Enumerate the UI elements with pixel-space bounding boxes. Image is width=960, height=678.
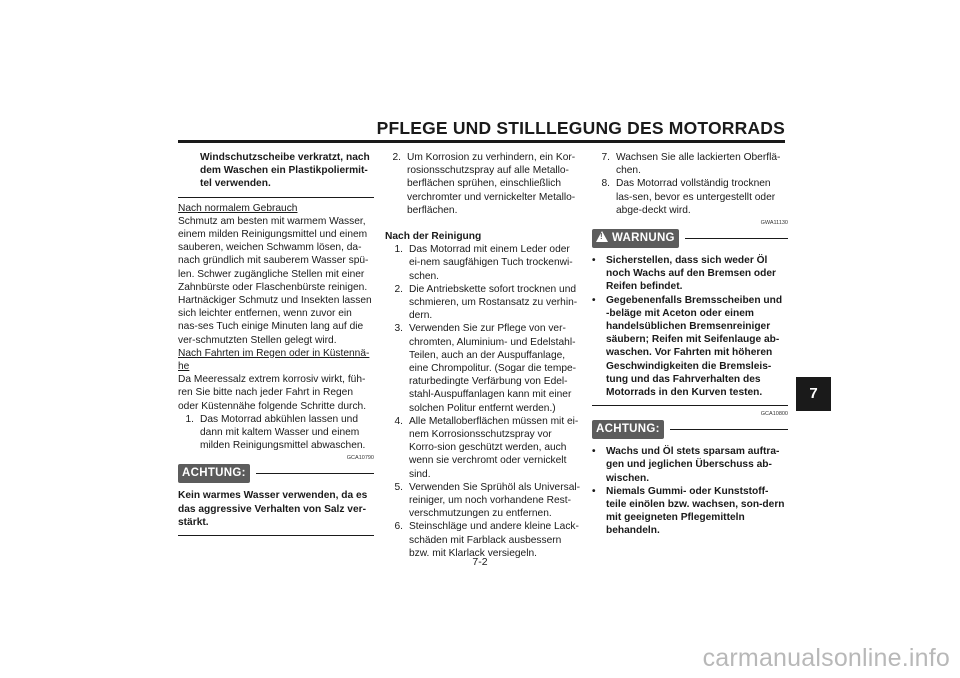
notice-rule [256, 473, 374, 474]
list-item [592, 177, 788, 217]
list-item-number: 1. [185, 413, 194, 425]
list-item-text: Wachsen Sie alle lackierten Oberflä-chen. [616, 152, 781, 177]
bullet-text: Niemals Gummi- oder Kunststoff-teile einölen bzw. wachsen, son-dern mit geeigneten Pflegemitteln behandeln. [606, 485, 785, 537]
warning-label: WARNUNG [612, 232, 675, 245]
warning-label-row [592, 229, 788, 248]
bullet-text: Gegebenenfalls Bremsscheiben und -beläge mit Aceton oder einem handelsüblichen Bremsenreiniger säubern; Reifen mit Seifenlauge ab-waschen. Vor Fahrten mit höheren Geschwindigkeiten die Bremsleis-tung und das Fahrverhalten des Motorrads in den Kurven testen. [606, 294, 783, 399]
list-item-number: 8. [601, 178, 610, 190]
paragraph-rain-coast: Da Meeressalz extrem korrosiv wirkt, füh-ren Sie bitte nach jeder Fahrt in Regen oder Küstennähe folgende Schritte durch. [178, 374, 367, 412]
list-item-number: 2. [392, 152, 401, 163]
bullet-text: Wachs und Öl stets sparsam auftra-gen und jeglichen Überschuss ab-wischen. [606, 446, 780, 484]
divider [592, 405, 788, 406]
list-item-number: 1. [394, 244, 403, 256]
column-3 [592, 151, 788, 538]
warning-bullet-item [592, 254, 788, 294]
divider [178, 197, 374, 198]
column-1 [178, 151, 374, 540]
notice-bullet-item [592, 445, 788, 485]
reference-code: GCA10800 [760, 411, 788, 418]
list-item-text: Die Antriebskette sofort trocknen und schmieren, um Rostansatz zu verhin-dern. [409, 283, 578, 322]
reference-code: GCA10790 [346, 455, 374, 462]
list-item-text: Verwenden Sie Sprühöl als Universal-reiniger, um noch vorhandene Rest-verschmutzungen zu entfernen. [409, 481, 581, 520]
page-header-title: PFLEGE UND STILLLEGUNG DES MOTORRADS [376, 118, 785, 138]
list-item [385, 520, 581, 560]
section-heading-after-cleaning: Nach der Reinigung [385, 231, 482, 243]
warning-badge [592, 229, 679, 248]
list-item [592, 151, 788, 177]
bullet-icon: • [592, 485, 596, 497]
list-item-number: 3. [394, 323, 403, 335]
chapter-tab: 7 [796, 377, 831, 411]
list-item-number: 6. [394, 521, 403, 533]
notice-text: Kein warmes Wasser verwenden, da es das aggressive Verhalten von Salz ver-stärkt. [178, 490, 368, 528]
warning-triangle-icon: ! [596, 231, 608, 242]
list-item-text: Das Motorrad vollständig trocknen las-sen, bevor es untergestellt oder abge-deckt wird. [616, 178, 776, 216]
column-2 [385, 151, 581, 560]
intro-bold-text: Windschutzscheibe verkratzt, nach dem Waschen ein Plastikpoliermit-tel verwenden. [200, 152, 370, 190]
header-rule [178, 140, 785, 143]
section-heading-normal-use: Nach normalem Gebrauch [178, 202, 298, 214]
notice-label-row [178, 464, 374, 483]
section-heading-rain-coast: Nach Fahrten im Regen oder in Küstennä-he [178, 347, 370, 373]
notice-badge: ACHTUNG: [178, 464, 250, 483]
bullet-icon: • [592, 255, 596, 267]
list-item [385, 151, 581, 217]
reference-code: GWA11130 [760, 220, 788, 227]
list-item [385, 415, 581, 481]
divider [178, 535, 374, 536]
list-item-text: Steinschläge und andere kleine Lack-schäden mit Farblack ausbessern bzw. mit Klarlack versiegeln. [409, 521, 579, 559]
notice-bullet-item [592, 485, 788, 538]
list-item [385, 283, 581, 323]
list-item [385, 481, 581, 521]
warning-rule [685, 238, 788, 239]
bullet-text: Sicherstellen, dass sich weder Öl noch Wachs auf den Bremsen oder Reifen befindet. [606, 255, 777, 293]
list-item-text: Verwenden Sie zur Pflege von ver-chromten, Aluminium- und Edelstahl-Teilen, auch an der Auspuffanlage, eine Chrompolitur. (Sogar die tempe-raturbedingte Verfärbung von Edel-stahl-Auspuffanlagen kann mit einer solchen Politur entfernt werden.) [409, 323, 577, 414]
list-item-text: Das Motorrad abkühlen lassen und dann mit kaltem Wasser und einem milden Reinigungsmittel abwaschen. [200, 413, 366, 452]
list-item-text: Das Motorrad mit einem Leder oder ei-nem saugfähigen Tuch trockenwi-schen. [409, 244, 573, 282]
warning-bullet-item [592, 294, 788, 400]
notice-label-row [592, 420, 788, 439]
list-item [178, 413, 374, 453]
list-item [385, 243, 581, 283]
paragraph-normal-use: Schmutz am besten mit warmem Wasser, einem milden Reinigungsmittel und einem sauberen, weichen Schwamm lösen, da-nach gründlich mit sauberem Wasser spü-len. Schwer zugängliche Stellen mit einer Zahnbürste oder Flaschenbürste reinigen. Hartnäckiger Schmutz und Insekten lassen sich leichter entfernen, wenn zuvor ein nas-ses Tuch einige Minuten lang auf die ver-schmutzten Stellen gelegt wird. [178, 215, 372, 346]
list-item-text: Alle Metalloberflächen müssen mit ei-nem Korrosionsschutzspray vor Korro-sion geschützt werden, auch wenn sie verchromt oder vernickelt sind. [409, 415, 579, 480]
notice-badge: ACHTUNG: [592, 420, 664, 439]
list-item [385, 322, 581, 414]
list-item-number: 2. [394, 283, 403, 295]
bullet-icon: • [592, 446, 596, 458]
notice-rule [670, 429, 788, 430]
list-item-text: Um Korrosion zu verhindern, ein Kor-rosionsschutzspray auf alle Metallo-berflächen sprühen, einschließlich verchromter und vernickelter Metallo-berflächen. [407, 152, 576, 216]
watermark: carmanualsonline.info [702, 644, 950, 672]
list-item-number: 7. [601, 152, 610, 163]
list-item-number: 4. [394, 415, 403, 427]
page-number: 7-2 [472, 556, 488, 568]
list-item-number: 5. [394, 481, 403, 493]
bullet-icon: • [592, 294, 596, 306]
